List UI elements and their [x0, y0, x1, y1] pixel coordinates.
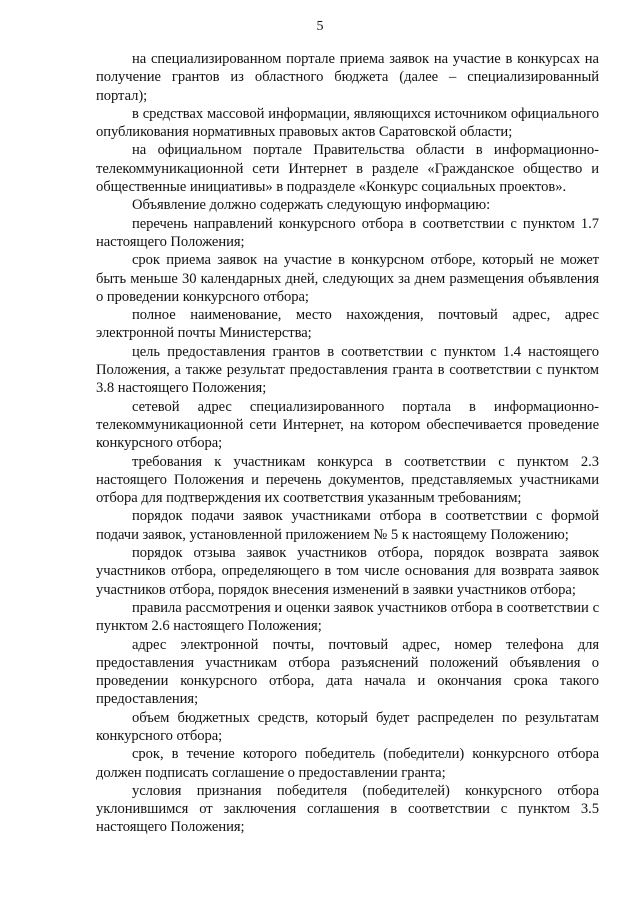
paragraph-evaluation-rules: правила рассмотрения и оценки заявок участников отбора в соответствии с пунктом 2.6 настоящего Положения; [96, 599, 599, 635]
paragraph-directions-list: перечень направлений конкурсного отбора в соответствии с пунктом 1.7 настоящего Положения; [96, 215, 599, 250]
paragraph-specialized-portal: на специализированном портале приема заявок на участие в конкурсах на получение грантов из областного бюджета (далее – специализированный портал); [96, 51, 599, 104]
paragraph-grant-purpose: цель предоставления грантов в соответствии с пунктом 1.4 настоящего Положения, а также результат предоставления гранта в соответствии с пунктом 3.8 настоящего Положения; [96, 343, 599, 397]
document-body [96, 50, 599, 837]
paragraph-contact-details: адрес электронной почты, почтовый адрес, номер телефона для предоставления участникам отбора разъяснений положений объявления о проведении конкурсного отбора, дата начала и окончания срока такого предоставления; [96, 636, 599, 708]
paragraph-announcement-contents: Объявление должно содержать следующую информацию: [132, 197, 491, 214]
paragraph-government-portal: на официальном портале Правительства области в информационно-телекоммуникационной сети Интернет в разделе «Гражданское общество и общественные инициативы» в подразделе «Конкурс социальных проектов». [96, 142, 599, 196]
paragraph-submission-procedure: порядок подачи заявок участниками отбора в соответствии с формой подачи заявок, установленной приложением № 5 к настоящему Положению; [96, 508, 599, 543]
paragraph-mass-media: в средствах массовой информации, являющихся источником официального опубликования нормативных правовых актов Саратовской области; [96, 105, 599, 141]
paragraph-ministry-details: полное наименование, место нахождения, почтовый адрес, адрес электронной почты Министерства; [96, 307, 599, 342]
paragraph-participant-requirements: требования к участникам конкурса в соответствии с пунктом 2.3 настоящего Положения и перечень документов, представляемых участниками отбора для подтверждения их соответствия указанным требованиям; [96, 453, 599, 507]
paragraph-evasion-conditions: условия признания победителя (победителей) конкурсного отбора уклонившимся от заключения соглашения в соответствии с пунктом 3.5 настоящего Положения; [96, 782, 599, 836]
paragraph-network-address: сетевой адрес специализированного портала в информационно-телекоммуникационной сети Интернет, на котором обеспечивается проведение конкурсного отбора; [96, 398, 599, 452]
paragraph-budget-volume: объем бюджетных средств, который будет распределен по результатам конкурсного отбора; [96, 709, 599, 744]
page-number: 5 [316, 19, 324, 34]
paragraph-signing-deadline: срок, в течение которого победитель (победители) конкурсного отбора должен подписать соглашение о предоставлении гранта; [96, 746, 599, 781]
paragraph-withdrawal-procedure: порядок отзыва заявок участников отбора, порядок возврата заявок участников отбора, определяющего в том числе основания для возврата заявок участников отбора, порядок внесения изменений в заявки участников отбора; [96, 545, 599, 598]
paragraph-application-period: срок приема заявок на участие в конкурсном отборе, который не может быть меньше 30 календарных дней, следующих за днем размещения объявления о проведении конкурсного отбора; [96, 252, 599, 305]
